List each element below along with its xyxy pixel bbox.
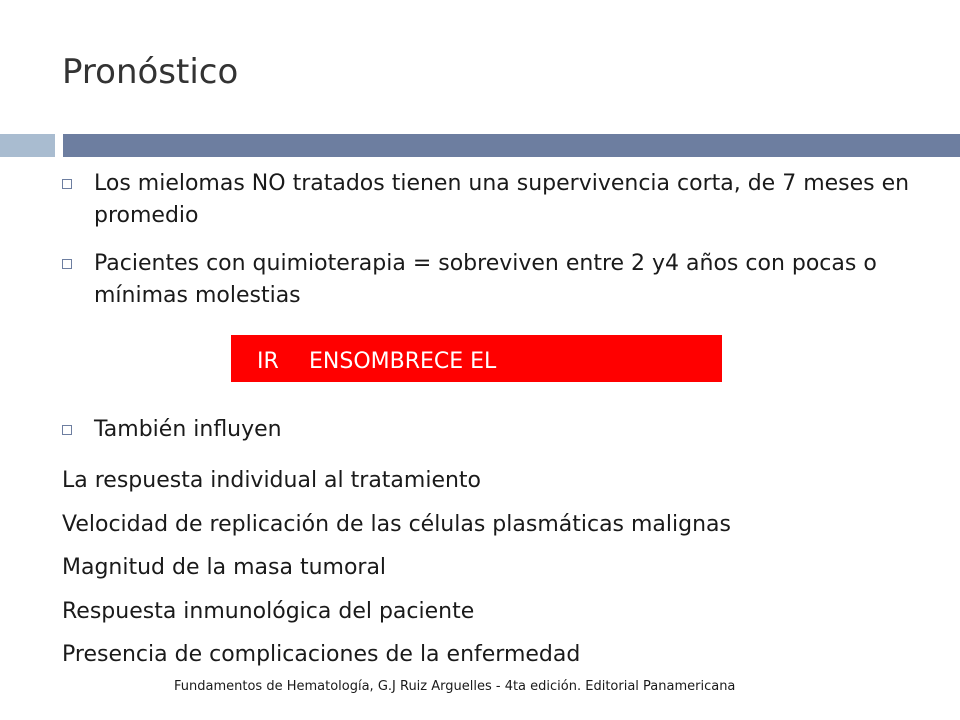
square-bullet-icon [62, 259, 72, 269]
bullet-text: También influyen [94, 417, 282, 442]
callout-box [231, 335, 722, 382]
factor-item: Respuesta inmunológica del paciente [62, 598, 475, 624]
bullet-list [62, 168, 922, 328]
factor-item: Velocidad de replicación de las células plasmáticas malignas [62, 511, 731, 537]
bullet-item [62, 168, 922, 232]
bullet-item-also [62, 414, 282, 446]
square-bullet-icon [62, 179, 72, 189]
source-footer: Fundamentos de Hematología, G.J Ruiz Arguelles - 4ta edición. Editorial Panamericana [174, 679, 736, 694]
bullet-item [62, 248, 922, 312]
factor-list [62, 459, 731, 677]
title-accent-bar-dark [63, 134, 960, 157]
slide-title: Pronóstico [62, 52, 239, 92]
bullet-text: Los mielomas NO tratados tienen una supervivencia corta, de 7 meses en promedio [94, 171, 910, 228]
callout-word-1: IR [257, 349, 279, 374]
factor-item: Presencia de complicaciones de la enfermedad [62, 642, 581, 667]
factor-item: Magnitud de la masa tumoral [62, 555, 387, 580]
bullet-text: Pacientes con quimioterapia = sobreviven entre 2 y4 años con pocas o mínimas molestias [94, 251, 877, 308]
factor-item: La respuesta individual al tratamiento [62, 468, 482, 493]
callout-word-2: ENSOMBRECE EL [309, 349, 497, 374]
square-bullet-icon [62, 425, 72, 435]
title-accent-bar-light [0, 134, 55, 157]
